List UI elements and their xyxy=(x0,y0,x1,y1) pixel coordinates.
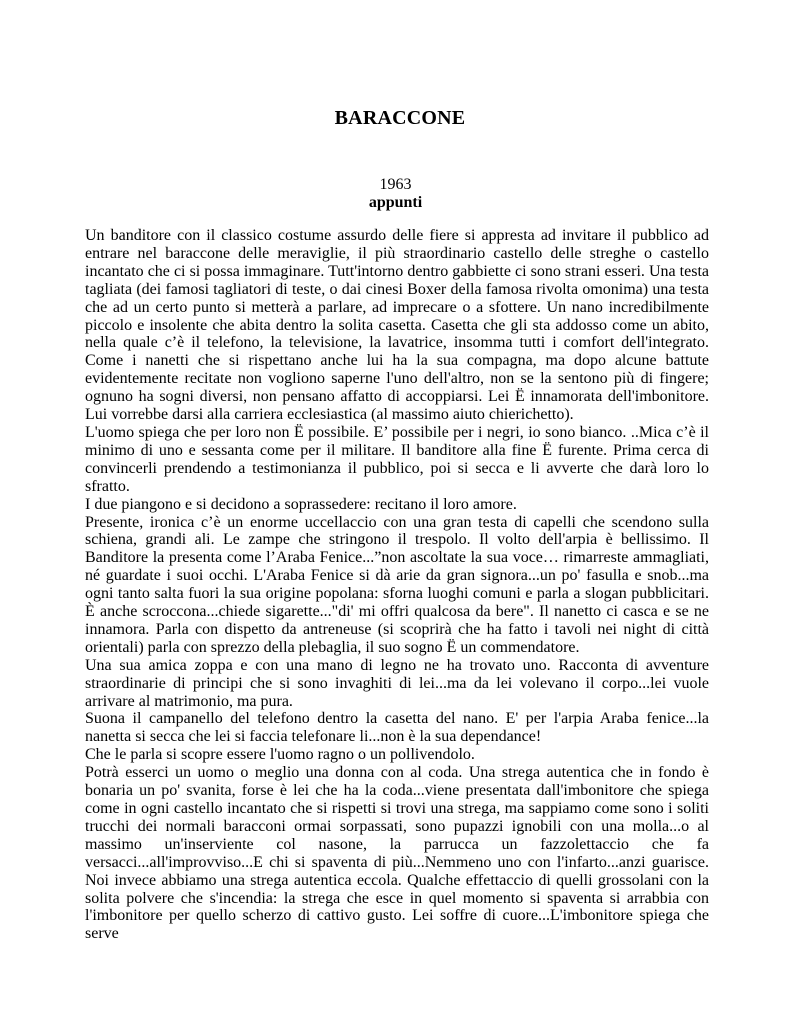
paragraph: Potrà esserci un uomo o meglio una donna con al coda. Una strega autentica che in fondo è bonaria un po' svanita, forse è lei che ha la coda...viene presentata dall'imbonitore che spiega come in ogni castello incantato che si rispetti si trovi una strega, ma sappiamo come sono i soliti trucchi dei normali baracconi ormai sorpassati, sono pupazzi ignobili con una molla...o al massimo un'inserviente col nasone, la parrucca un fazzolettaccio che fa versacci...all'improvviso...E chi si spaventa di più...Nemmeno uno con l'infarto...anzi guarisce. Noi invece abbiamo una strega autentica eccola. Qualche effettaccio di quelli grossolani con la solita polvere che s'incendia: la strega che esce in quel momento si spaventa si arrabbia con l'imbonitore per quello scherzo di cattivo gusto. Lei soffre di cuore...L'imbonitore spiega che serve xyxy=(85,764,709,943)
document-year: 1963 xyxy=(379,176,412,193)
paragraph: I due piangono e si decidono a soprassedere: recitano il loro amore. xyxy=(85,495,517,513)
paragraph: L'uomo spiega che per loro non Ë possibile. E’ possibile per i negri, io sono bianco. ..Mica c’è il minimo di uno e sessanta come per il militare. Il banditore alla fine Ë furente. Prima cerca di convincerli prendendo a testimonianza il pubblico, poi si secca e li avverte che darà loro lo sfratto. xyxy=(85,423,709,495)
paragraph: Una sua amica zoppa e con una mano di legno ne ha trovato uno. Racconta di avventure straordinarie di principi che si sono invaghiti di lei...ma da lei volevano il corpo...lei vuole arrivare al matrimonio, ma pura. xyxy=(85,656,709,710)
paragraph: Suona il campanello del telefono dentro la casetta del nano. E' per l'arpia Araba fenice...la nanetta si secca che lei si faccia telefonare li...non è la sua dependance! xyxy=(85,710,709,746)
paragraph: Che le parla si scopre essere l'uomo ragno o un pollivendolo. xyxy=(85,746,475,764)
document-subtitle: appunti xyxy=(368,194,423,211)
document-title: BARACCONE xyxy=(334,107,466,129)
document-body xyxy=(85,227,709,943)
paragraph: Presente, ironica c’è un enorme uccellaccio con una gran testa di capelli che scendono sulla schiena, grandi ali. Le zampe che stringono il trespolo. Il volto dell'arpia è bellissimo. Il Banditore la presenta come l’Araba Fenice...”non ascoltate la sua voce… rimarreste ammagliati, né guardate i suoi occhi. L'Araba Fenice si dà arie da gran signora...un po' fasulla e snob...ma ogni tanto salta fuori la sua origine popolana: sforna luoghi comuni e parla a slogan pubblicitari. È anche scroccona...chiede sigarette..."di' mi offri qualcosa da bere". Il nanetto ci casca e se ne innamora. Parla con dispetto da antreneuse (si scoprirà che ha fatto i tavoli nei night di città orientali) parla con sprezzo della plebaglia, il suo sogno Ë un commendatore. xyxy=(85,513,709,656)
paragraph: Un banditore con il classico costume assurdo delle fiere si appresta ad invitare il pubblico ad entrare nel baraccone delle meraviglie, il più straordinario castello delle streghe o castello incantato che ci si possa immaginare. Tutt'intorno dentro gabbiette ci sono strani esseri. Una testa tagliata (dei famosi tagliatori di teste, o dai cinesi Boxer della famosa rivolta omonima) una testa che ad un certo punto si metterà a parlare, ad imprecare o a sfottere. Un nano incredibilmente piccolo e insolente che abita dentro la solita casetta. Casetta che gli sta addosso come un abito, nella quale c’è il telefono, la televisione, la lavatrice, insomma tutti i comfort dell'integrato. Come i nanetti che si rispettano anche lui ha la sua compagna, ma dopo alcune battute evidentemente recitate non vogliono saperne l'uno dell'altro, non se la sentono più di fingere; ognuno ha sogni diversi, non pensano affatto di accoppiarsi. Lei Ë innamorata dell'imbonitore. Lui vorrebbe darsi alla carriera ecclesiastica (al massimo aiuto chierichetto). xyxy=(85,227,709,424)
